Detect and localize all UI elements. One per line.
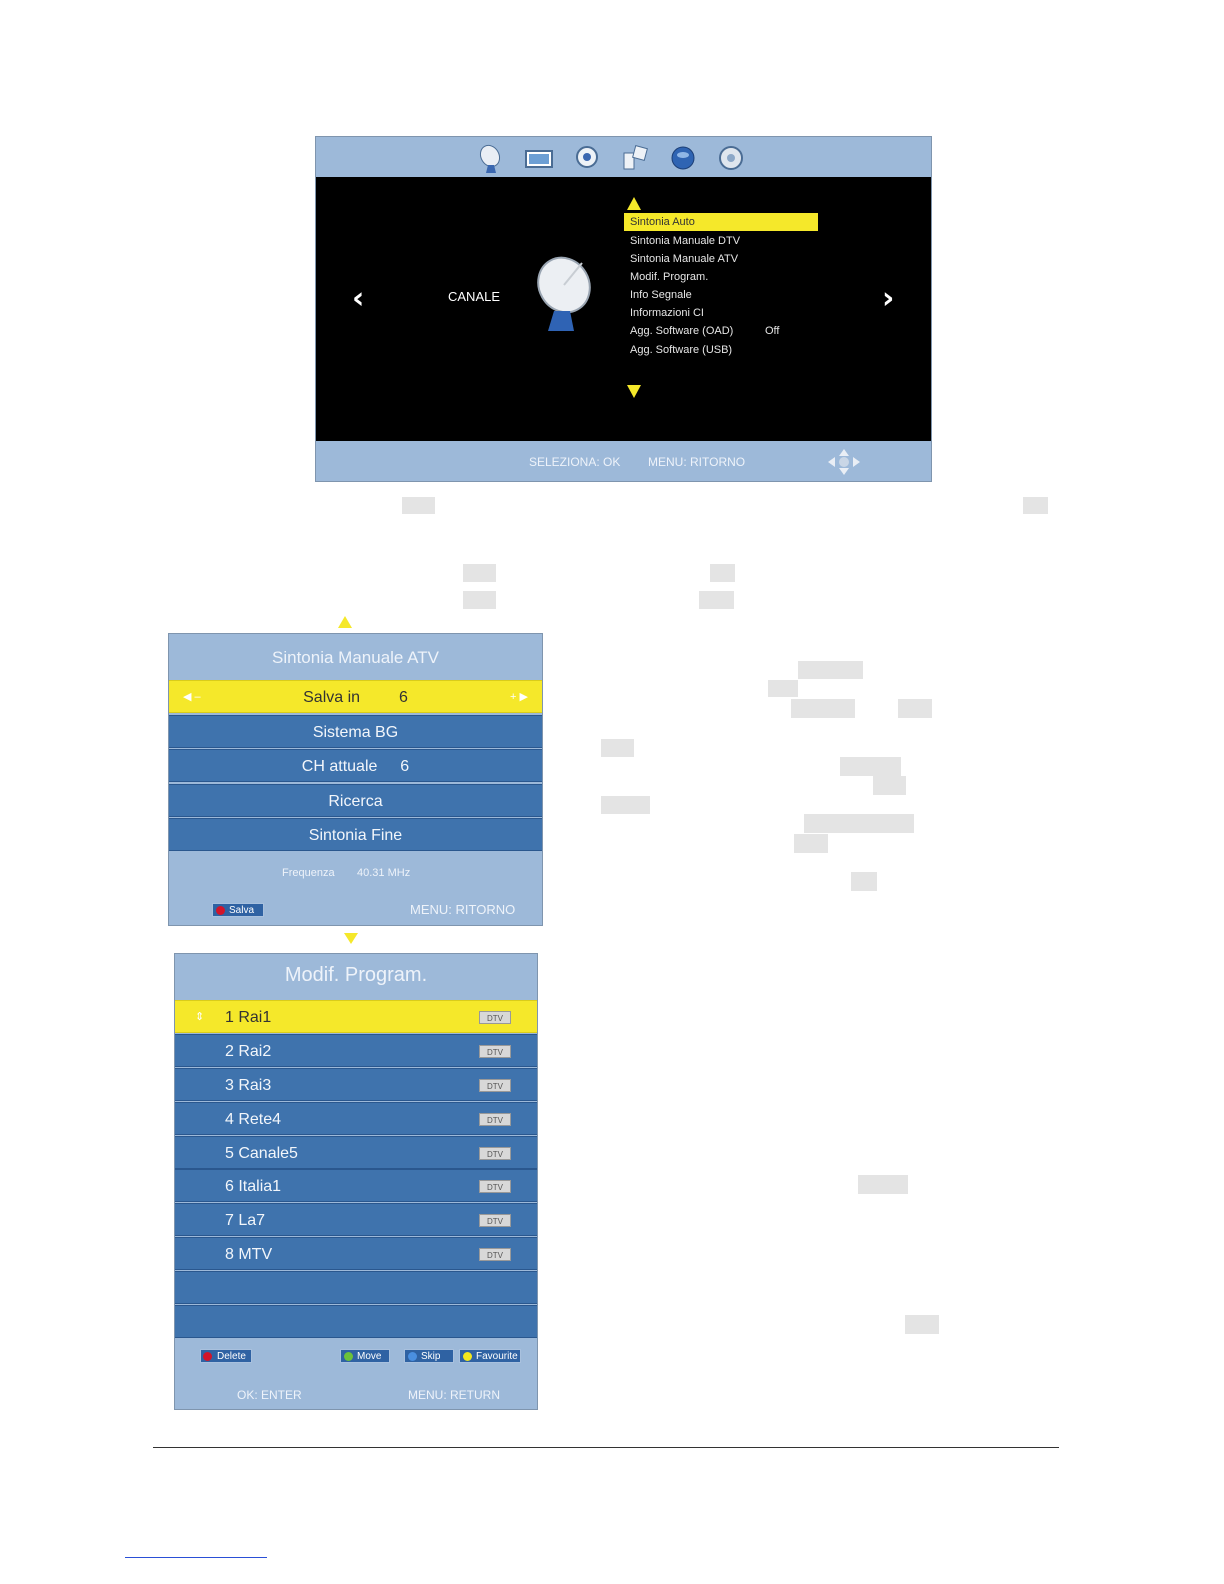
channel-name: 8 MTV	[225, 1246, 273, 1263]
redacted-key	[873, 776, 906, 795]
red-key-icon	[216, 906, 225, 915]
left-arrow-icon[interactable]: ◀ –	[183, 691, 201, 703]
redacted-key	[601, 739, 634, 757]
satellite-dish-icon	[532, 255, 598, 333]
redacted-key	[791, 699, 855, 718]
panel-title: Sintonia Manuale ATV	[272, 648, 439, 667]
time-icon[interactable]	[620, 143, 650, 173]
channel-name: 5 Canale5	[225, 1145, 298, 1162]
scroll-up-arrow[interactable]	[338, 616, 352, 628]
program-edit-panel	[174, 953, 538, 1410]
redacted-key	[463, 564, 496, 582]
redacted-key	[804, 814, 914, 833]
dtv-badge: DTV	[479, 1045, 511, 1058]
redacted-key	[463, 591, 496, 609]
redacted-key	[699, 591, 734, 609]
save-label: Salva	[229, 905, 255, 916]
next-category-arrow[interactable]: ›	[882, 281, 895, 316]
row-sistema[interactable]	[169, 715, 542, 748]
menu-return-hint: MENU: RETURN	[408, 1388, 500, 1402]
row-label: Sintonia Fine	[308, 827, 403, 844]
dtv-badge: DTV	[479, 1147, 511, 1160]
scroll-down-arrow[interactable]	[344, 933, 358, 944]
redacted-key	[851, 872, 877, 891]
empty-channel-row	[175, 1271, 537, 1304]
favourite-label: Favourite	[476, 1351, 518, 1362]
menu-item-sintonia-auto[interactable]: Sintonia Auto	[624, 213, 818, 231]
select-hint: SELEZIONA: OK	[529, 455, 621, 469]
reorder-arrows-icon: ⇕	[195, 1011, 205, 1023]
row-ch-attuale[interactable]	[169, 749, 542, 782]
row-sintonia-fine[interactable]	[169, 818, 542, 851]
channel-row[interactable]	[175, 1102, 537, 1135]
row-value: 6	[400, 758, 410, 775]
menu-return-hint: MENU: RITORNO	[410, 902, 516, 917]
menu-item-sintonia-manuale-dtv[interactable]: Sintonia Manuale DTV	[630, 235, 741, 247]
channel-name: 4 Rete4	[225, 1111, 282, 1128]
redacted-key	[794, 834, 828, 853]
channel-row[interactable]	[175, 1000, 537, 1033]
row-ricerca[interactable]	[169, 784, 542, 817]
channel-row[interactable]	[175, 1068, 537, 1101]
channel-row[interactable]	[175, 1237, 537, 1270]
globe-icon[interactable]	[668, 143, 698, 173]
panel-title: Modif. Program.	[284, 964, 428, 986]
favourite-button[interactable]	[459, 1349, 521, 1363]
redacted-key	[898, 699, 932, 718]
skip-button[interactable]	[404, 1349, 454, 1363]
green-key-icon	[344, 1352, 353, 1361]
scroll-down-arrow[interactable]	[627, 385, 641, 398]
redacted-key	[601, 796, 650, 814]
move-label: Move	[357, 1351, 382, 1362]
dtv-badge: DTV	[479, 1113, 511, 1126]
footer-divider	[153, 1447, 1059, 1448]
redacted-key	[905, 1315, 939, 1334]
redacted-key	[710, 564, 735, 582]
menu-category-bar	[316, 137, 931, 177]
sound-icon[interactable]	[572, 143, 602, 173]
yellow-key-icon	[463, 1352, 472, 1361]
menu-item-agg-software-oad[interactable]: Agg. Software (OAD)	[630, 325, 734, 337]
right-arrow-icon[interactable]: + ▶	[510, 691, 528, 703]
channel-name: 3 Rai3	[225, 1077, 272, 1094]
ok-enter-hint: OK: ENTER	[237, 1388, 302, 1402]
menu-item-sintonia-manuale-atv[interactable]: Sintonia Manuale ATV	[630, 253, 739, 265]
menu-body	[316, 177, 931, 441]
redacted-key	[840, 757, 901, 776]
menu-return-hint: MENU: RITORNO	[648, 455, 746, 469]
scroll-up-arrow[interactable]	[627, 197, 641, 210]
channel-row[interactable]	[175, 1034, 537, 1067]
channel-row[interactable]	[175, 1169, 537, 1202]
delete-label: Delete	[217, 1351, 246, 1362]
channel-row[interactable]	[175, 1136, 537, 1169]
redacted-key	[798, 661, 863, 679]
dtv-badge: DTV	[479, 1214, 511, 1227]
dtv-badge: DTV	[479, 1079, 511, 1092]
menu-item-agg-software-usb[interactable]: Agg. Software (USB)	[630, 344, 733, 356]
settings-disc-icon[interactable]	[716, 143, 746, 173]
picture-icon[interactable]	[524, 143, 554, 173]
frequency-label: Frequenza	[282, 867, 335, 879]
skip-label: Skip	[421, 1351, 441, 1362]
previous-category-arrow[interactable]: ‹	[352, 281, 365, 316]
frequency-value: 40.31 MHz	[357, 867, 411, 879]
oad-value: Off	[765, 325, 780, 337]
redacted-key	[858, 1175, 908, 1194]
dtv-badge: DTV	[479, 1180, 511, 1193]
dtv-badge: DTV	[479, 1011, 511, 1024]
menu-footer	[316, 441, 931, 481]
footer-link-underline[interactable]	[125, 1557, 267, 1558]
delete-button[interactable]	[200, 1349, 252, 1363]
blue-key-icon	[408, 1352, 417, 1361]
empty-channel-row	[175, 1305, 537, 1338]
redacted-key	[1023, 497, 1048, 514]
red-key-icon	[203, 1352, 212, 1361]
channel-row[interactable]	[175, 1203, 537, 1236]
row-label: Salva in	[303, 689, 361, 706]
menu-item-modif-program[interactable]: Modif. Program.	[630, 271, 709, 283]
menu-item-info-segnale[interactable]: Info Segnale	[630, 289, 692, 301]
navigation-arrows-icon	[824, 447, 864, 477]
channel-name: 2 Rai2	[225, 1043, 272, 1060]
menu-item-informazioni-ci[interactable]: Informazioni CI	[630, 307, 704, 319]
row-value: 6	[398, 689, 408, 706]
redacted-key	[768, 680, 798, 697]
row-label: Ricerca	[328, 793, 383, 810]
save-button[interactable]	[212, 903, 264, 917]
channel-name: 6 Italia1	[225, 1178, 282, 1195]
row-label: CH attuale	[301, 758, 378, 775]
row-label: Sistema BG	[312, 724, 399, 741]
tv-main-menu	[315, 136, 932, 482]
channel-name: 7 La7	[225, 1212, 266, 1229]
manual-atv-tuning-panel	[168, 633, 543, 926]
redacted-key	[402, 497, 435, 514]
move-button[interactable]	[340, 1349, 390, 1363]
category-label: CANALE	[448, 289, 501, 304]
channel-name: 1 Rai1	[225, 1009, 272, 1026]
dtv-badge: DTV	[479, 1248, 511, 1261]
satellite-dish-icon[interactable]	[476, 143, 506, 173]
row-salva-in[interactable]	[169, 680, 542, 713]
